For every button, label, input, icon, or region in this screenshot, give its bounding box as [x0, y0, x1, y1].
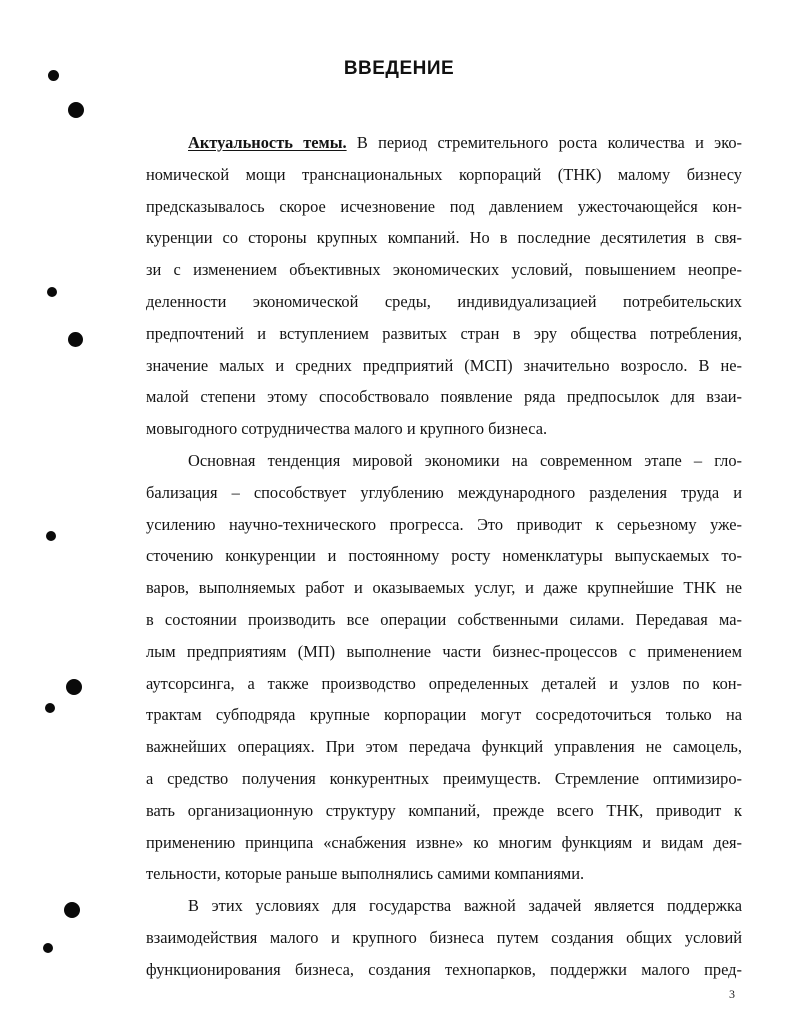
text-line: лым предприятиям (МП) выполнение части бизнес-процессов с применением [146, 641, 742, 661]
text-line: в состоянии производить все операции собственными силами. Передавая ма- [146, 609, 742, 629]
page-number: 3 [729, 987, 735, 1001]
binder-hole-mark [64, 902, 80, 918]
text-line: В этих условиях для государства важной задачей является поддержка [188, 896, 742, 916]
text-line: куренции со стороны крупных компаний. Но в последние десятилетия в свя- [146, 228, 742, 248]
text-line: деленности экономической среды, индивидуализацией потребительских [146, 291, 742, 311]
section-heading: Актуальность темы. [188, 133, 347, 152]
text-line: малой степени этому способствовало появление ряда предпосылок для взаи- [146, 387, 742, 407]
text-line: аутсорсинга, а также производство определенных деталей и узлов по кон- [146, 673, 742, 693]
text-line: важнейших операциях. При этом передача функций управления не самоцель, [146, 737, 742, 757]
text-line: номической мощи транснациональных корпораций (ТНК) малому бизнесу [146, 164, 742, 184]
text-line: варов, выполняемых работ и оказываемых услуг, и даже крупнейшие ТНК не [146, 578, 742, 598]
text-line: бализация – способствует углублению международного разделения труда и [146, 482, 742, 502]
binder-hole-mark [47, 287, 57, 297]
binder-hole-mark [45, 703, 55, 713]
text-line: зи с изменением объективных экономических условий, повышением неопре- [146, 260, 742, 280]
text-line: вать организационную структуру компаний, прежде всего ТНК, приводит к [146, 800, 742, 820]
text-line: трактам субподряда крупные корпорации могут сосредоточиться только на [146, 705, 742, 725]
text-line: предсказывалось скорое исчезновение под давлением ужесточающейся кон- [146, 196, 742, 216]
text-line: Актуальность темы. В период стремительного роста количества и эко- [188, 133, 742, 152]
text-line: усилению научно-технического прогресса. Это приводит к серьезному уже- [146, 514, 742, 534]
binder-hole-mark [43, 943, 53, 953]
text-line: значение малых и средних предприятий (МСП) значительно возросло. В не- [146, 355, 742, 375]
body-text [146, 127, 742, 986]
text-line: применению принципа «снабжения извне» ко многим функциям и видам дея- [146, 832, 742, 852]
page-title: ВВЕДЕНИЕ [343, 58, 455, 79]
text-line: Основная тенденция мировой экономики на современном этапе – гло- [188, 450, 742, 470]
text-line: предпочтений и вступлением развитых стран в эру общества потребления, [146, 323, 742, 343]
text-line: сточению конкуренции и постоянному росту номенклатуры выпускаемых то- [146, 546, 742, 566]
text-line: функционирования бизнеса, создания технопарков, поддержки малого пред- [146, 959, 742, 979]
text-line: а средство получения конкурентных преимуществ. Стремление оптимизиро- [146, 768, 742, 788]
binder-hole-mark [68, 102, 84, 118]
text-line: тельности, которые раньше выполнялись самими компаниями. [146, 864, 585, 884]
text-line: мовыгодного сотрудничества малого и крупного бизнеса. [146, 419, 548, 439]
binder-hole-mark [46, 531, 56, 541]
binder-hole-mark [66, 679, 82, 695]
text-line: взаимодействия малого и крупного бизнеса путем создания общих условий [146, 927, 742, 947]
binder-hole-mark [68, 332, 83, 347]
